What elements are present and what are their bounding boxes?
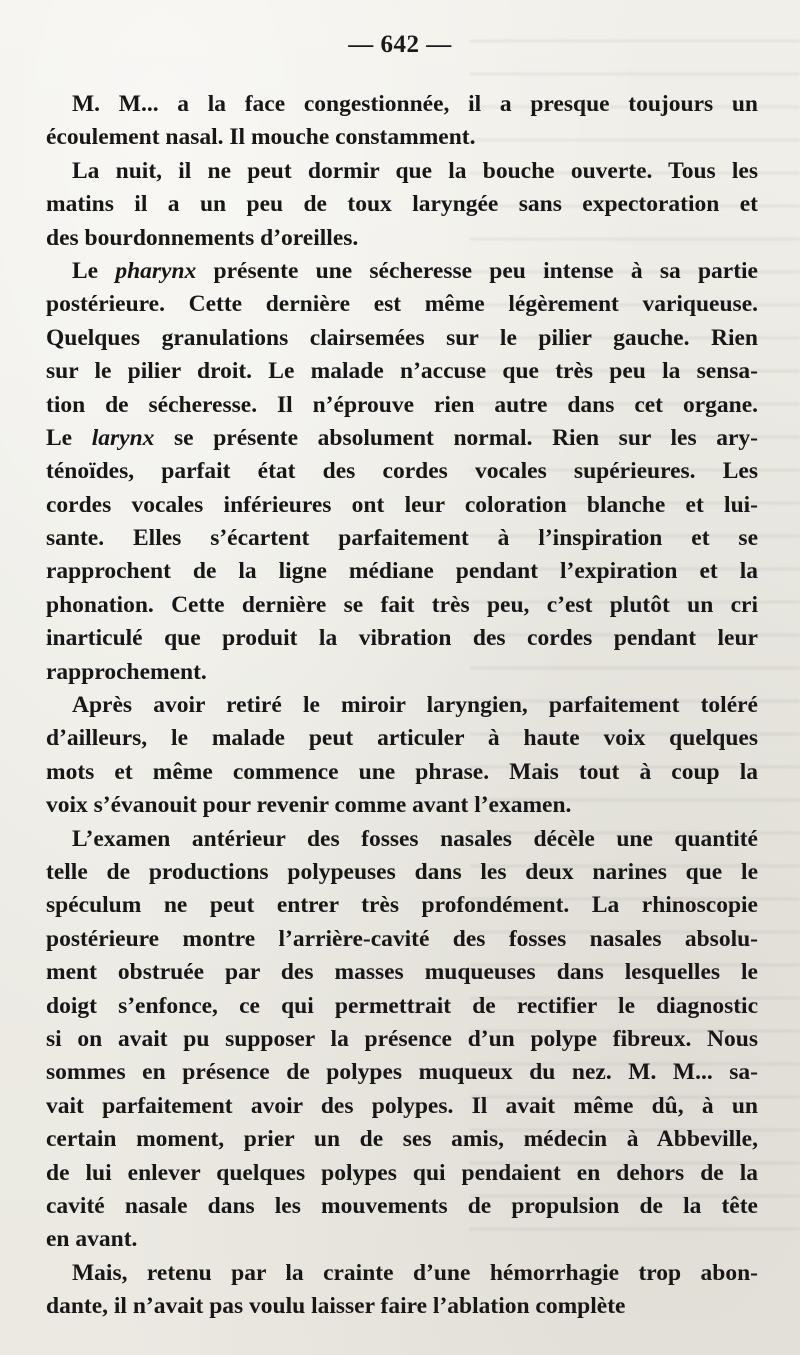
text-line: rapprochent de la ligne médiane pendant l’expiration et la [46,558,758,585]
text-line: dante, il n’avait pas voulu laisser faire l’ablation complète [46,1293,626,1320]
text-line: doigt s’enfonce, ce qui permettrait de rectifier le diagnostic [46,992,758,1019]
italic-term: larynx [91,424,155,451]
text-line: vait parfaitement avoir des polypes. Il avait même dû, à un [46,1092,758,1119]
text-line: voix s’évanouit pour revenir comme avant l’examen. [46,792,572,819]
text-line: Le larynx se présente absolument normal. Rien sur les ary- [46,424,758,451]
paragraph [46,255,758,689]
text-line: si on avait pu supposer la présence d’un polype fibreux. Nous [46,1025,758,1052]
text-line: Mais, retenu par la crainte d’une hémorrhagie trop abon- [72,1259,758,1286]
text-line: Le pharynx présente une sécheresse peu intense à sa partie [72,257,758,284]
text-line: cordes vocales inférieures ont leur coloration blanche et lui- [46,491,758,518]
text-line: spéculum ne peut entrer très profondément. La rhinoscopie [46,892,758,919]
text-line: cavité nasale dans les mouvements de propulsion de la tête [46,1192,758,1219]
text-line: sommes en présence de polypes muqueux du nez. M. M... sa- [46,1059,758,1086]
text-line: M. M... a la face congestionnée, il a presque toujours un [72,91,758,117]
text-line: Quelques granulations clairsemées sur le pilier gauche. Rien [46,324,758,351]
text-line: La nuit, il ne peut dormir que la bouche ouverte. Tous les [72,157,758,184]
text-line: de lui enlever quelques polypes qui pendaient en dehors de la [46,1159,758,1186]
text-line: mots et même commence une phrase. Mais tout à coup la [46,758,758,785]
text-line: telle de productions polypeuses dans les deux narines que le [46,858,758,885]
paragraph [46,88,758,155]
text-line: des bourdonnements d’oreilles. [46,224,359,251]
text-line: matins il a un peu de toux laryngée sans expectoration et [46,191,758,218]
text-line: certain moment, prier un de ses amis, médecin à Abbeville, [46,1126,758,1153]
text-line: en avant. [46,1226,138,1253]
text-line: sante. Elles s’écartent parfaitement à l’inspiration et se [46,525,758,552]
body-text [46,88,758,1323]
text-line: postérieure. Cette dernière est même légèrement variqueuse. [46,291,758,318]
text-line: phonation. Cette dernière se fait très peu, c’est plutôt un cri [46,591,758,618]
paragraph [46,155,758,255]
text-line: d’ailleurs, le malade peut articuler à haute voix quelques [46,725,758,752]
paragraph [46,823,758,1257]
text-line: postérieure montre l’arrière-cavité des fosses nasales absolu- [46,925,758,952]
text-line: ténoïdes, parfait état des cordes vocales supérieures. Les [46,458,758,485]
text-line: inarticulé que produit la vibration des cordes pendant leur [46,625,758,652]
text-line: écoulement nasal. Il mouche constamment. [46,124,476,151]
paragraph [46,689,758,823]
page-number: — 642 — [348,31,452,58]
text-line: sur le pilier droit. Le malade n’accuse que très peu la sensa- [46,358,758,385]
text-line: Après avoir retiré le miroir laryngien, parfaitement toléré [72,692,758,719]
text-line: tion de sécheresse. Il n’éprouve rien autre dans cet organe. [46,391,758,418]
text-line: ment obstruée par des masses muqueuses dans lesquelles le [46,959,758,986]
text-line: rapprochement. [46,658,207,685]
text-line: L’examen antérieur des fosses nasales décèle une quantité [72,825,758,852]
italic-term: pharynx [115,257,197,284]
paragraph [46,1257,758,1324]
